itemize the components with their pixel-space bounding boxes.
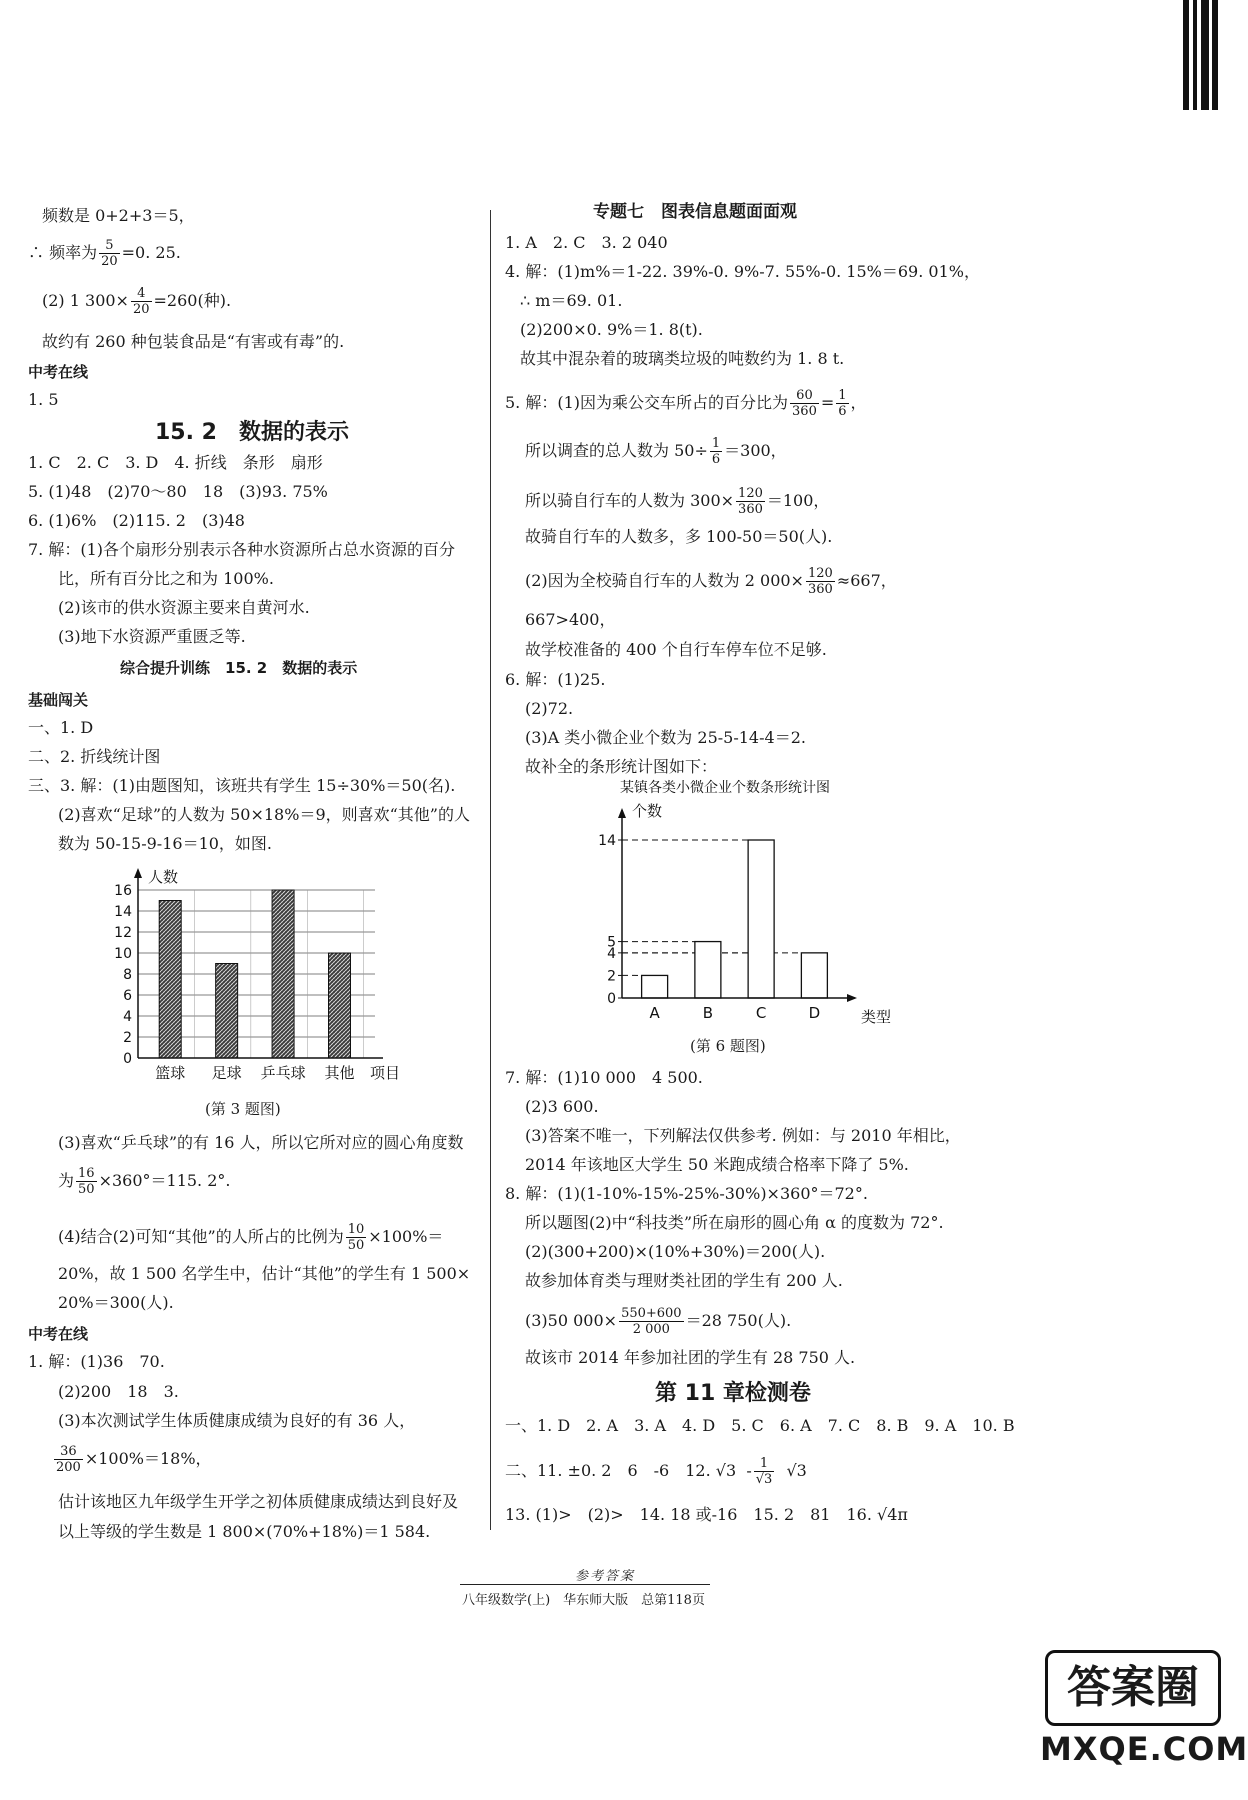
bar — [642, 975, 668, 998]
subsection-title: 综合提升训练 15. 2 数据的表示 — [120, 659, 358, 677]
text-line: 667>400， — [525, 610, 616, 629]
footer-rule — [460, 1584, 710, 1585]
fraction: $\frac{1}{√3}$ — [755, 1456, 773, 1487]
y-tick-label: 14 — [114, 904, 132, 920]
text-line: (2)3 600. — [525, 1097, 599, 1116]
text-line: 5. (1)48 (2)70～80 18 (3)93. 75% — [28, 482, 328, 501]
text-line: 7. 解：(1)10 000 4 500. — [505, 1068, 703, 1087]
fraction: $\frac{550+600}{2 000}$ — [621, 1306, 682, 1337]
text-line: 故约有 260 种包装食品是“有害或有毒”的. — [42, 332, 345, 351]
text-line: 13. (1)> (2)> 14. 18 或-16 15. 2 81 16. √4π — [505, 1505, 908, 1524]
text-line: (2)200 18 3. — [58, 1382, 179, 1401]
text-line: 频数是 0+2+3＝5， — [42, 206, 195, 225]
text-line: 6. 解：(1)25. — [505, 670, 606, 689]
x-tick-label: D — [808, 1004, 821, 1022]
x-tick-label: 乒乓球 — [260, 1064, 306, 1082]
text-line: 20%＝300(人). — [58, 1293, 174, 1312]
page-edge-marks — [1181, 0, 1221, 110]
fraction: $\frac{120}{360}$ — [807, 566, 833, 597]
text-line: 三、3. 解：(1)由题图知，该班共有学生 15÷30%＝50(名). — [28, 776, 456, 795]
section-title: 15. 2 数据的表示 — [155, 420, 349, 445]
y-tick-label: 12 — [114, 925, 132, 941]
text-line: 故补全的条形统计图如下： — [525, 757, 718, 776]
footer-line: 八年级数学(上) 华东师大版 总第118页 — [462, 1593, 705, 1608]
text-line: 比，所有百分比之和为 100%. — [58, 569, 274, 588]
text-line: 8. 解：(1)(1-10%-15%-25%-30%)×360°＝72°. — [505, 1184, 868, 1203]
text-line: (2)因为全校骑自行车的人数为 2 000× $\frac{120}{360}$ ≈667， — [525, 566, 897, 597]
x-tick-label: C — [755, 1004, 767, 1022]
section-label: 中考在线 — [28, 1325, 89, 1343]
y-tick-label: 14 — [598, 833, 616, 849]
fraction: $\frac{1}{6}$ — [838, 388, 847, 419]
text-line: (2) 1 300× $\frac{4}{20}$ =260(种). — [42, 286, 232, 317]
text-line: 估计该地区九年级学生开学之初体质健康成绩达到良好及 — [58, 1492, 459, 1511]
y-tick-label: 4 — [123, 1009, 132, 1025]
bar — [272, 890, 294, 1058]
x-tick-label: B — [702, 1004, 714, 1022]
text-line: (3)50 000× $\frac{550+600}{2 000}$ ＝28 750(人). — [525, 1306, 792, 1337]
fraction: $\frac{120}{360}$ — [738, 486, 763, 517]
fraction: $\frac{10}{50}$ — [347, 1222, 365, 1253]
x-axis-label: 类型 — [861, 1008, 892, 1026]
y-tick-label: 2 — [123, 1030, 132, 1046]
text-line: (2)(300+200)×(10%+30%)＝200(人). — [525, 1242, 826, 1261]
text-line: (3)A 类小微企业个数为 25-5-14-4＝2. — [525, 728, 806, 747]
y-axis-label: 人数 — [148, 868, 179, 886]
text-line: 一、1. D — [28, 718, 94, 737]
fraction: $\frac{60}{360}$ — [792, 388, 817, 419]
chart-labels — [114, 868, 400, 1082]
x-tick-label: A — [649, 1004, 660, 1022]
text-line: 故骑自行车的人数多，多 100-50＝50(人). — [525, 527, 833, 546]
bar — [695, 942, 721, 998]
text-line: 二、2. 折线统计图 — [28, 747, 161, 766]
section-label: 基础闯关 — [28, 691, 89, 709]
text-line: 4. 解：(1)m%＝1-22. 39%-0. 9%-7. 55%-0. 15%＝69. 01%， — [505, 262, 980, 281]
text-line: (3)答案不唯一，下列解法仅供参考. 例如：与 2010 年相比， — [525, 1126, 961, 1145]
bar — [329, 953, 351, 1058]
text-line: 20%，故 1 500 名学生中，估计“其他”的学生有 1 500× — [58, 1264, 471, 1283]
watermark-url: MXQE.COM — [1040, 1730, 1248, 1768]
text-line: 数为 50-15-9-16＝10，如图. — [58, 834, 273, 853]
y-axis-arrow — [618, 808, 626, 818]
y-tick-label: 6 — [123, 988, 132, 1004]
x-tick-label: 篮球 — [155, 1064, 186, 1082]
text-line: (3)喜欢“乒乓球”的有 16 人，所以它所对应的圆心角度数 — [58, 1133, 464, 1152]
text-line: (2)200×0. 9%＝1. 8(t). — [520, 320, 703, 339]
y-axis-arrow — [134, 868, 142, 878]
text-line: 一、1. D 2. A 3. A 4. D 5. C 6. A 7. C 8. B 9. A 10. B — [505, 1416, 1015, 1435]
bar — [801, 953, 827, 998]
chart-bars — [642, 840, 828, 998]
text-line: 5. 解：(1)因为乘公交车所占的百分比为 $\frac{60}{360}$ = $\frac{1}{6}$ ， — [505, 388, 867, 419]
y-axis-label: 个数 — [632, 802, 663, 820]
y-tick-label: 8 — [123, 967, 132, 983]
text-line: (3)地下水资源严重匮乏等. — [58, 627, 246, 646]
x-tick-label: 其他 — [324, 1064, 355, 1082]
chart-caption: (第 3 题图) — [205, 1100, 281, 1118]
text-line: 1. C 2. C 3. D 4. 折线 条形 扇形 — [28, 453, 323, 472]
text-line: 故学校准备的 400 个自行车停车位不足够. — [525, 640, 827, 659]
bar — [748, 840, 774, 998]
text-line: $\frac{36}{200}$ ×100%＝18%， — [56, 1444, 212, 1475]
text-line: 1. 5 — [28, 390, 59, 409]
fraction: $\frac{16}{50}$ — [78, 1166, 95, 1197]
text-line: 7. 解：(1)各个扇形分别表示各种水资源所占总水资源的百分 — [28, 540, 456, 559]
x-axis-label: 项目 — [369, 1064, 401, 1082]
text-line: (2)喜欢“足球”的人数为 50×18%＝9，则喜欢“其他”的人 — [58, 805, 470, 824]
chapter-title: 第 11 章检测卷 — [655, 1381, 811, 1406]
text-line: 故该市 2014 年参加社团的学生有 28 750 人. — [525, 1348, 856, 1367]
text-line: 2014 年该地区大学生 50 米跑成绩合格率下降了 5%. — [525, 1155, 909, 1174]
y-tick-label: 4 — [607, 945, 616, 962]
fraction: $\frac{1}{6}$ — [711, 436, 721, 467]
text-line: 为 $\frac{16}{50}$ ×360°＝115. 2°. — [58, 1166, 231, 1197]
text-line: ∴ 频率为 $\frac{5}{20}$ =0. 25. — [28, 238, 181, 269]
text-line: 6. (1)6% (2)115. 2 (3)48 — [28, 511, 245, 530]
text-line: 所以骑自行车的人数为 300× $\frac{120}{360}$ ＝100， — [525, 486, 830, 517]
x-axis-arrow — [847, 994, 857, 1002]
text-line: (2)72. — [525, 699, 574, 718]
x-tick-label: 足球 — [211, 1064, 242, 1082]
chart-title — [620, 779, 830, 796]
bar — [159, 901, 181, 1059]
y-tick-label: 5 — [607, 934, 616, 951]
chart-caption: (第 6 题图) — [690, 1037, 766, 1055]
bar-chart-sports — [100, 860, 430, 1095]
text-line: 所以调查的总人数为 50÷ $\frac{1}{6}$ ＝300， — [525, 436, 787, 467]
fraction: $\frac{36}{200}$ — [56, 1444, 81, 1475]
fraction: $\frac{4}{20}$ — [132, 286, 150, 317]
watermark-logo: 答案圈 — [1045, 1650, 1221, 1726]
text-line: (3)本次测试学生体质健康成绩为良好的有 36 人， — [58, 1411, 416, 1430]
fraction: $\frac{5}{20}$ — [101, 238, 118, 269]
text-line: (2)该市的供水资源主要来自黄河水. — [58, 598, 310, 617]
bar-chart-enterprises — [580, 780, 892, 1030]
bar — [216, 964, 238, 1059]
text-line: 二、11. ±0. 2 6 -6 12. √3 - $\frac{1}{√3}$ √3 — [505, 1456, 807, 1487]
text-line: ∴ m＝69. 01. — [520, 291, 623, 310]
text-line: 1. A 2. C 3. 2 040 — [505, 233, 668, 252]
y-tick-label: 10 — [114, 946, 132, 962]
text-line: 1. 解：(1)36 70. — [28, 1352, 165, 1371]
text-line: 所以题图(2)中“科技类”所在扇形的圆心角 α 的度数为 72°. — [525, 1213, 944, 1232]
section-label: 中考在线 — [28, 363, 89, 381]
y-tick-label: 0 — [123, 1051, 132, 1067]
footer-title: 参考答案 — [575, 1569, 636, 1584]
chart-title-text: 某镇各类小微企业个数条形统计图 — [620, 780, 830, 796]
y-tick-label: 16 — [114, 883, 132, 899]
y-tick-label: 2 — [607, 968, 616, 985]
text-line: (4)结合(2)可知“其他”的人所占的比例为 $\frac{10}{50}$ ×100%＝ — [58, 1222, 444, 1253]
column-divider — [490, 210, 491, 1530]
text-line: 故参加体育类与理财类社团的学生有 200 人. — [525, 1271, 843, 1290]
text-line: 故其中混杂着的玻璃类垃圾的吨数约为 1. 8 t. — [520, 349, 845, 368]
section-title: 专题七 图表信息题面面观 — [593, 202, 797, 222]
y-tick-label: 0 — [607, 991, 616, 1007]
text-line: 以上等级的学生数是 1 800×(70%+18%)＝1 584. — [58, 1522, 431, 1541]
